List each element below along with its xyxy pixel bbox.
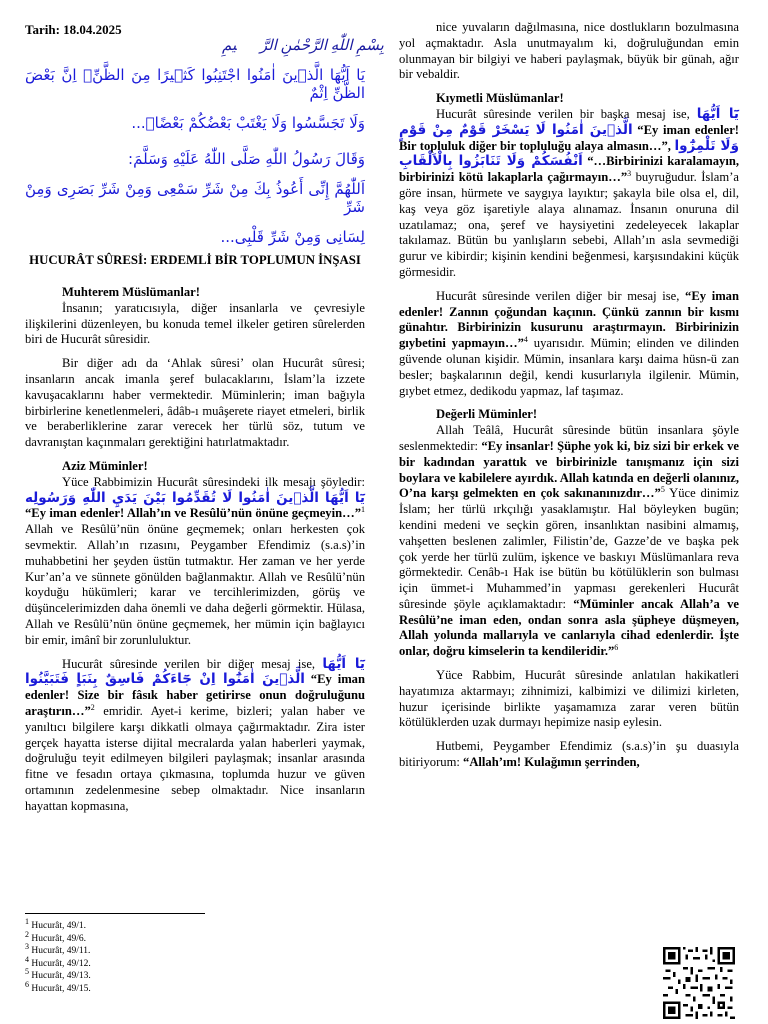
arabic-inline-verse: يَٓا اَيُّهَا الَّذ۪ينَ اٰمَنُٓوا اِنْ جَٓاءَكُمْ فَاسِقٌ بِنَبَاٍ فَتَبَيَّنُوا	[25, 655, 365, 688]
verse-translation: “Ey iman edenler! Allah’ın ve Resûlü’nün önüne geçmeyin…”	[25, 506, 361, 521]
paragraph-text: uyarısıdır. Mümin; elinden ve dilinden güvende olunan kişidir. Mümin, insanlara karşı daima hüsn-ü zan besler; başkalarının değil, kendi kusurlarıyla ilgilenir. Mümin, gıybet etmez, dedikodu yapmaz, laf taşımaz.	[399, 336, 739, 398]
left-column	[25, 285, 365, 815]
paragraph-text: Hucurât sûresinde verilen diğer bir mesaj ise,	[436, 288, 680, 303]
verse-translation: “Ey insanlar! Şüphe yok ki, biz sizi bir erkek ve bir kadından yarattık ve birbirinizle tanışmanız için sizi boylara ve kabilelere ayırdık. Allah katında en değerli olanınız, O’na karşı gelmekten en çok sakınanınızdır…”	[399, 438, 739, 501]
paragraph	[399, 289, 739, 400]
sermon-title: HUCURÂT SÛRESİ: ERDEMLİ BİR TOPLUMUN İNŞASI	[29, 253, 361, 267]
paragraph-text: buyruğudur. İslam’a göre insan, hürmete ve saygıya layıktır; şakayla bile olsa el, dil, kaş veya göz işaretiyle alaya alınamaz. İnsanın onuruna dil uzatılamaz; ona, şeref ve haysiyetini zedeleyecek lakaplar takılamaz. Bütün bu yanlışların sebebi, Allah’ın asla sevmediği gurur ve kibirdir; kişinin kendini beğenmesi, karşısındakini küçük görmesidir.	[399, 170, 739, 279]
verse-translation: “…Birbirinizi karalamayın, birbirinizi kötü lakaplarla çağırmayın…”	[399, 154, 739, 185]
arabic-inline-verse: يَٓا اَيُّهَا الَّذ۪ينَ اٰمَنُوا لَا يَسْخَرْ قَوْمٌ مِنْ قَوْمٍ	[399, 105, 739, 138]
arabic-inline-verse: يَٓا اَيُّهَا الَّذ۪ينَ اٰمَنُوا لَا تُقَدِّمُوا بَيْنَ يَدَيِ اللّٰهِ وَرَسُولِه	[25, 489, 365, 506]
arabic-prayer-line-1: اَللّٰهُمَّ إِنِّى أَعُوذُ بِكَ مِنْ شَرِّ سَمْعِى وَمِنْ شَرِّ بَصَرِى وَمِنْ شَرِّ	[25, 180, 365, 216]
footnote-text: Hucurât, 49/12.	[31, 958, 91, 969]
sermon-date: Tarih: 18.04.2025	[25, 22, 122, 37]
paragraph	[399, 423, 739, 660]
paragraph	[25, 475, 365, 649]
footnote	[25, 929, 91, 946]
footnote-divider	[25, 913, 205, 914]
paragraph: nice yuvaların dağılmasına, nice dostlukların bozulmasına yol açmaktadır. Asla unutmayalım ki, doğruluğundan emin olunmayan bir bilgiyi ve haberi paylaşmak, büyük bir günah, ağır bir vebaldir.	[399, 20, 739, 82]
paragraph: Yüce Rabbim, Hucurât sûresinde anlatılan hakikatleri hayatımıza aktarmayı; zihnimizi, kalbimizi ve dilimizi kirleten, huzur içerisinde birlikte yaşamamıza zarar veren bütün kötülüklerden uzak durmayı hepimize nasip eylesin.	[399, 668, 739, 730]
footnote-text: Hucurât, 49/1.	[31, 921, 86, 931]
paragraph-text: Hucurât sûresinde verilen bir başka mesaj ise,	[436, 106, 690, 121]
footnote-text: Hucurât, 49/15.	[31, 983, 91, 994]
footnote-text: Hucurât, 49/6.	[31, 933, 86, 944]
verse-translation: “Ey iman edenler! Zannın çoğundan kaçının. Çünkü zannın bir kısmı günahtır. Birbirinizin kusurunu araştırmayın. Birbirinizin gıybetini yapmayın…”	[399, 288, 739, 351]
footnote-ref: 1	[361, 505, 365, 515]
footnote-number: 2	[25, 929, 29, 939]
footnote-number: 6	[25, 979, 29, 989]
verse-translation: “Müminler ancak Allah’a ve Resûlü’ne iman eden, ondan sonra asla şüpheye düşmeyen, Allah yolunda mallarıyla ve canlarıyla cihad edenlerdir. İşte onlar, doğru kimselerin ta kendileridir.”	[399, 596, 739, 659]
paragraph-text: Yüce dinimiz İslam; her türlü ırkçılığı yasaklamıştır. Hal böyleyken bugün; kendini medeni ve seçkin gören, insanlıktan nasibini almamış, vahşetten beslenen zalimler, Filistin’de, Gazze’de ve başka pek çok yerde her türlü zulüm, işkence ve baskıyı Müslümanlara reva görmektedir. Cenâb-ı Hak ise bütün bu kötülüklerin son bulması için ümmet-i Muhammed’in yapması gerekenleri Hucurât sûresinde şöyle açıklamaktadır:	[399, 486, 739, 611]
arabic-verse-line-2: وَلَا تَجَسَّسُوا وَلَا يَغْتَبْ بَعْضُكُمْ بَعْضًاۜ...	[131, 114, 365, 132]
footnote-number: 3	[25, 941, 29, 951]
paragraph-text: Hucurât sûresinde verilen bir diğer mesaj ise,	[62, 656, 316, 671]
section-heading: Muhterem Müslümanlar!	[62, 285, 200, 299]
paragraph-text: Hutbemi, Peygamber Efendimiz (s.a.s)’in şu duasıyla bitiriyorum:	[399, 739, 739, 770]
right-column	[399, 20, 739, 771]
footnote-ref: 2	[90, 702, 95, 712]
arabic-prayer-line-2: لِسَانِى وَمِنْ شَرِّ قَلْبِى...	[220, 228, 365, 246]
paragraph: İnsanın; yaratıcısıyla, diğer insanlarla ve çevresiyle ilişkilerini düzenleyen, bu konuda temel ilkeler getiren sûrelerden biri de Hucurât sûresidir.	[25, 300, 365, 347]
footnote	[25, 916, 91, 933]
footnote-number: 4	[25, 954, 29, 964]
arabic-verse-line-1: يَا اَيُّهَا الَّذ۪ينَ اٰمَنُوا اجْتَنِبُوا كَث۪يرًا مِنَ الظَّنِّۘ اِنَّ بَعْضَ الظَّنِّ اِثْمٌ	[25, 66, 365, 102]
footnote-ref: 4	[523, 334, 528, 344]
footnote	[25, 954, 91, 971]
footnote	[25, 941, 91, 958]
section-heading: Kıymetli Müslümanlar!	[436, 91, 564, 106]
qr-code[interactable]	[663, 947, 735, 1019]
hadith-quote: “Allah’ım! Kulağımın şerrinden,	[463, 755, 640, 770]
footnote-ref: 5	[660, 485, 665, 495]
paragraph	[399, 739, 739, 771]
footnote-ref: 3	[627, 168, 632, 178]
paragraph-text: emridir. Ayet-i kerime, bizleri; yalan haber ve yanıltıcı bilgilere karşı dikkatli olmaya çağırmaktadır. Zira ister gerçek hayatta isterse dijital mecralarda yalan haberleri yaymak, doğruluğu teyit edilmeyen bilgileri paylaşmak; insanlar arasında fitne ve fesadın ortaya çıkmasına, toplumda huzur ve güven ortamının zedelenmesine sebep olmaktadır. Nice insanların hayattan kopmasına,	[25, 703, 365, 813]
footnote-text: Hucurât, 49/11.	[31, 946, 91, 956]
paragraph-text: Yüce Rabbimizin Hucurât sûresindeki ilk mesajı şöyledir:	[62, 474, 365, 489]
footnote-ref: 6	[614, 643, 619, 653]
paragraph	[399, 107, 739, 281]
paragraph: Bir diğer adı da ‘Ahlak sûresi’ olan Hucurât sûresi; insanların ancak imanla şeref bulacaklarını, İslam’la izzete kavuşacaklarını haber vermektedir. Müminlerin; iman bağıyla birbirlerine kenetlenmeleri, âdâb-ı muâşerete riayet etmeleri, birlik ve beraberliklerine zarar verecek her türlü söz, tutum ve davranıştan kaçınmaları gerektiğini hatırlatmaktadır.	[25, 356, 365, 450]
verse-translation: “Ey iman edenler! Bir topluluk diğer bir topluluğu alaya almasın…”,	[399, 122, 739, 153]
section-heading: Değerli Müminler!	[436, 407, 538, 422]
footnotes	[25, 916, 91, 995]
section-heading: Aziz Müminler!	[62, 458, 148, 473]
footnote	[25, 979, 91, 996]
arabic-hadith-intro: وَقَالَ رَسُولُ اللّٰهِ صَلَّى اللّٰهُ عَلَيْهِ وَسَلَّمَ:	[128, 150, 365, 168]
footnote-number: 5	[25, 966, 29, 976]
footnote	[25, 966, 91, 983]
verse-translation: “Ey iman edenler! Size bir fâsık haber getirirse onun doğruluğunu araştırın…”	[25, 672, 365, 718]
bismillah-calligraphy: بِسْمِ اللّٰهِ الرَّحْمٰنِ الرَّح۪يمِ	[222, 38, 384, 54]
footnote-number: 1	[25, 916, 29, 926]
paragraph-text: Allah ve Resûlü’nün önüne geçmemek; onları herkesten çok sevmektir. Allah’ın rızasını, Peygamber Efendimiz (s.a.s)’in muhabbetini her şeyden üstün tutmaktır. Her zaman ve her yerde Kur’an’a ve sünnete gönülden bağlanmaktır. Allah ve Resûlü’nün koyduğu hükümleri; karar ve tercihlerimizden, görüş ve düşüncelerimizden daha önemli ve daha değerli görmektir. Hülasa, Allah ve Resûlü’nün önüne geçmemek, her mümin için bağlayıcı bir emir, imânî bir zorunluluktur.	[25, 522, 365, 647]
footnote-text: Hucurât, 49/13.	[31, 971, 91, 981]
paragraph	[25, 657, 365, 815]
arabic-inline-verse: وَلَا تَلْمِزُٓوا اَنْفُسَكُمْ وَلَا تَنَابَزُوا بِالْاَلْقَابِ	[399, 137, 739, 170]
paragraph-text: Allah Teâlâ, Hucurât sûresinde bütün insanlara şöyle seslenmektedir:	[399, 423, 739, 453]
